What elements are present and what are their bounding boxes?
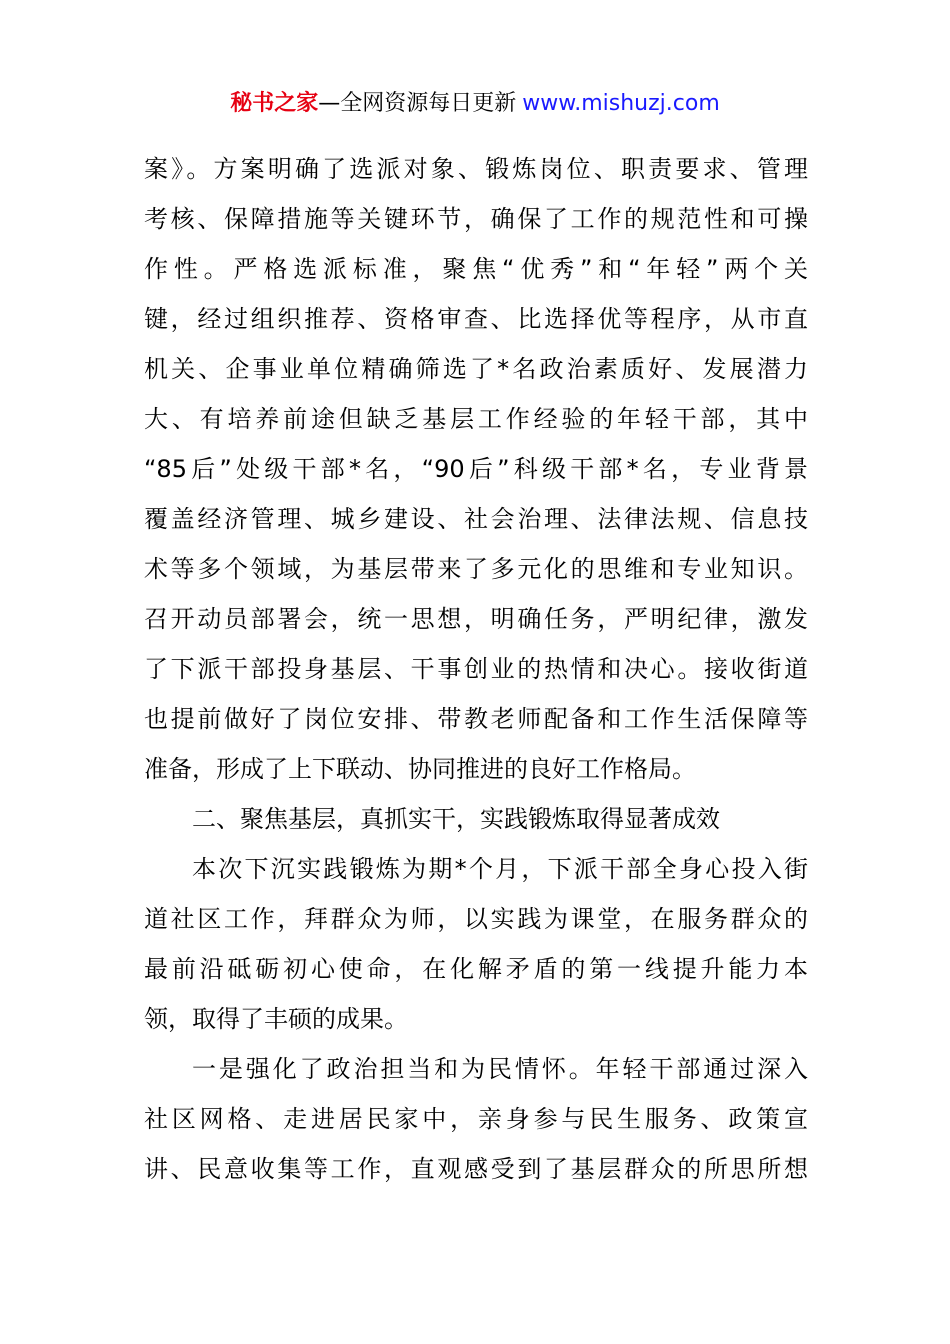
body-line: “85后”处级干部*名，“90后”科级干部*名，专业背景 [144,455,808,483]
body-line: 领，取得了丰硕的成果。 [144,1005,408,1033]
header-url-link[interactable]: www.mishuzj.com [522,91,720,116]
body-line: 键，经过组织推荐、资格审查、比选择优等程序，从市直 [144,305,808,333]
body-line: 覆盖经济管理、城乡建设、社会治理、法律法规、信息技 [144,505,808,533]
body-line: 最前沿砥砺初心使命，在化解矛盾的第一线提升能力本 [144,955,808,983]
body-line: 讲、民意收集等工作，直观感受到了基层群众的所思所想 [144,1155,808,1183]
body-line: 本次下沉实践锻炼为期*个月，下派干部全身心投入街 [192,855,808,883]
body-line: 社区网格、走进居民家中，亲身参与民生服务、政策宣 [144,1105,808,1133]
document-body [144,144,808,1194]
body-line: 机关、企事业单位精确筛选了*名政治素质好、发展潜力 [144,355,808,383]
header-brand: 秘书之家 [230,91,319,116]
body-line: 考核、保障措施等关键环节，确保了工作的规范性和可操 [144,205,808,233]
body-line: 作性。严格选派标准，聚焦“优秀”和“年轻”两个关 [144,255,808,283]
body-line: 准备，形成了上下联动、协同推进的良好工作格局。 [144,755,696,783]
page-header [0,86,950,122]
body-line: 大、有培养前途但缺乏基层工作经验的年轻干部，其中 [144,405,808,433]
body-line: 也提前做好了岗位安排、带教老师配备和工作生活保障等 [144,705,808,733]
body-line: 一是强化了政治担当和为民情怀。年轻干部通过深入 [192,1055,808,1083]
body-line: 道社区工作，拜群众为师，以实践为课堂，在服务群众的 [144,905,808,933]
body-line: 召开动员部署会，统一思想，明确任务，严明纪律，激发 [144,605,808,633]
body-line: 了下派干部投身基层、干事创业的热情和决心。接收街道 [144,655,808,683]
body-line: 案》。方案明确了选派对象、锻炼岗位、职责要求、管理 [144,155,808,183]
body-line: 术等多个领域，为基层带来了多元化的思维和专业知识。 [144,555,808,583]
section-heading: 二、聚焦基层，真抓实干，实践锻炼取得显著成效 [192,805,720,833]
header-tagline: —全网资源每日更新 [318,91,517,116]
